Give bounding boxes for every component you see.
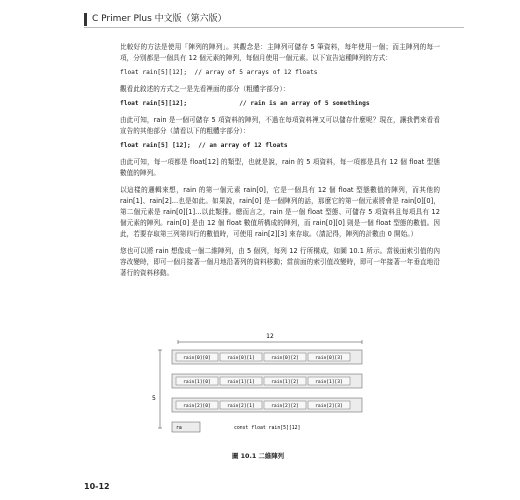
book-title: C Primer Plus 中文版（第六版） [92,14,227,24]
cell-1-3-label: rain[1][3] [315,380,343,385]
figure-caption [232,451,284,460]
header-bar [84,13,87,26]
page-body [120,42,440,283]
running-header [84,13,464,27]
paragraph-6: 您也可以將 rain 想像成一個二維陣列，由 5 個列，每列 12 行所構成，如圖 10.1 所示。當後面索引值的內容改變時，即可一個月接著一個月地沿著列的資料移動；當前面的索引值改變時，即可一年接著一年垂直地沿著行的資料移動。 [120,247,440,277]
cell-1-0-label: rain[1][0] [183,380,211,385]
cell-1-2-label: rain[1][2] [271,380,299,385]
paragraph-2: 觀看此敘述的方式之一是先看裡面的部分（粗體字部分）： [120,85,290,93]
cell-2-1-label: rain[2][1] [227,404,255,409]
cell-2-3-label: rain[2][3] [315,404,343,409]
cell-2-2-label: rain[2][2] [271,404,299,409]
figure-number: 圖 10.1 [232,452,257,460]
code-line-1: float rain[5][12]; // array of 5 arrays of 12 floats [120,69,318,76]
side-dimension-label: 5 [152,395,156,402]
figure-title: 二維陣列 [258,452,284,460]
two-dimensional-array-diagram [150,330,390,440]
paragraph-3: 由此可知，rain 是一個可儲存 5 項資料的陣列，不過在每項資料裡又可以儲存什麼呢？現在，讓我們來看看宣告的其他部分（請看以下的粗體字部分）： [120,116,440,135]
paragraph-1: 比較好的方法是使用「陣列的陣列」。其觀念是：主陣列可儲存 5 筆資料，每年使用一個；而主陣列的每一項，分別都是一個具有 12 個元素的陣列，每個月使用一個元素。以下宣告這種陣列的方式： [120,43,440,62]
page-number: 10-12 [84,482,110,491]
cell-0-1-label: rain[0][1] [227,356,255,361]
code-line-2: float rain[5][12]; // rain is an array of 5 somethings [120,100,370,107]
cell-0-0-label: rain[0][0] [183,356,211,361]
cell-2-0-label: rain[2][0] [183,404,211,409]
paragraph-4: 由此可知，每一項都是 float[12] 的類型，也就是說，rain 的 5 項資料，每一項都是具有 12 個 float 型態數值的陣列。 [120,158,440,177]
cell-1-1-label: rain[1][1] [227,380,255,385]
array-declaration: const float rain[5][12] [234,426,301,431]
top-dimension-label: 12 [266,333,274,340]
cell-0-3-label: rain[0][3] [315,356,343,361]
cell-0-2-label: rain[0][2] [271,356,299,361]
paragraph-5: 以這樣的邏輯來想，rain 的第一個元素 rain[0]，它是一個具有 12 個 float 型態數值的陣列，而其他的 rain[1]、rain[2]...也是如此。如果說，rain[0] 是一個陣列的話，那麼它的第一個元素將會是 rain[0][0]，第二個元素是 rain[0][1]...以此類推。總而言之，rain 是一個 float 型態、可儲存 5 項資料且每項具有 12 個元素的陣列。rain[0] 是由 12 個 float 數值所構成的陣列，而 rain[0][0] 則是一個 float 型態的數值。因此，若要存取第三列第四行的數值時，可使用 rain[2][3] 來存取。（請記得，陣列的計數由 0 開始。） [120,186,440,238]
rain-variable-label: ra [176,426,182,431]
code-line-3: float rain[5] [12]; // an array of 12 floats [120,142,288,149]
header-rule [84,27,464,28]
